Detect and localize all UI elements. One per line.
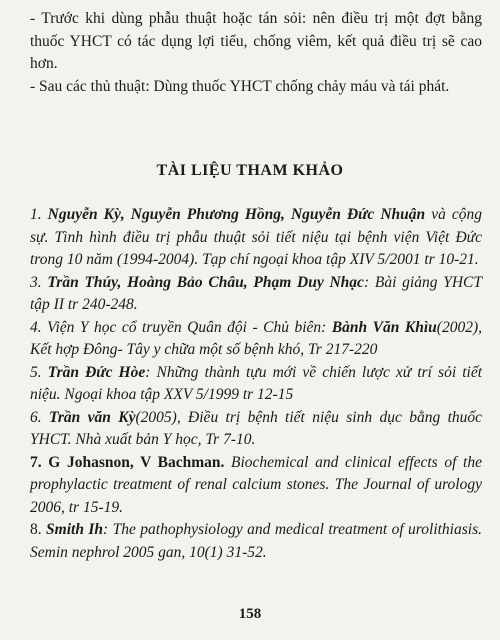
reference-authors: Trần Thúy, Hoàng Bảo Châu, Phạm Duy Nhạc: [47, 273, 364, 291]
reference-number: 5.: [30, 363, 48, 381]
reference-1: [30, 204, 482, 272]
reference-authors: Trần văn Kỳ: [49, 408, 136, 426]
reference-details: : The pathophysiology and medical treatment of urolithiasis. Semin nephrol 2005 gan, 10(1) 31-52.: [30, 521, 482, 561]
page-number: 158: [238, 606, 262, 622]
reference-details: : Những thành tựu mới về chiến lược xử trí sỏi tiết niệu. Ngoại khoa tập XXV 5/1999 tr 12-15: [30, 363, 483, 403]
reference-details: (2005), Điều trị bệnh tiết niệu sinh dục bằng thuốc YHCT. Nhà xuất bản Y học, Tr 7-10.: [30, 408, 483, 448]
reference-4: [30, 317, 482, 362]
reference-authors: Bành Văn Khìu: [331, 318, 437, 336]
reference-number: 1.: [30, 206, 48, 223]
reference-authors: 7. G Johasnon, V Bachman.: [30, 453, 225, 471]
reference-3: [30, 272, 482, 317]
reference-details: : Bài giảng YHCT tập II tr 240-248.: [30, 273, 482, 313]
intro-paragraph-1: - Trước khi dùng phẫu thuật hoặc tán sỏi: nên điều trị một đợt bằng thuốc YHCT có tác dụng lợi tiểu, chống viêm, kết quả điều trị sẽ cao hơn.: [30, 10, 482, 72]
reference-6: [30, 407, 482, 452]
reference-details: Biochemical and clinical effects of the prophylactic treatment of renal calcium stones. The Journal of urology 2006, tr 15-19.: [30, 453, 482, 516]
intro-section: [30, 8, 482, 98]
reference-5: [30, 362, 482, 407]
reference-details: 4. Viện Y học cổ truyền Quân đội - Chủ biên:: [30, 318, 332, 336]
reference-7: [30, 452, 482, 520]
references-list: [30, 204, 482, 564]
reference-authors: Smith Ih: [46, 521, 104, 538]
reference-authors: Nguyễn Kỳ, Nguyễn Phương Hồng, Nguyễn Đức Nhuận: [47, 206, 426, 223]
reference-number: 8.: [30, 521, 47, 538]
reference-number: 6.: [30, 408, 49, 426]
reference-8: [30, 519, 482, 564]
references-heading: TÀI LIỆU THAM KHẢO: [156, 162, 344, 179]
reference-number: 3.: [30, 273, 48, 291]
reference-authors: Trần Đức Hòe: [47, 363, 146, 381]
reference-details: và cộng sự. Tình hình điều trị phẫu thuật sỏi tiết niệu tại bệnh viện Việt Đức trong 10 năm (1994-2004). Tạp chí ngoại khoa tập XIV 5/2001 tr 10-21.: [30, 206, 483, 268]
reference-details: (2002), Kết hợp Đông- Tây y chữa một số bệnh khó, Tr 217-220: [30, 318, 482, 358]
intro-paragraph-2: - Sau các thủ thuật: Dùng thuốc YHCT chống chảy máu và tái phát.: [30, 77, 450, 95]
